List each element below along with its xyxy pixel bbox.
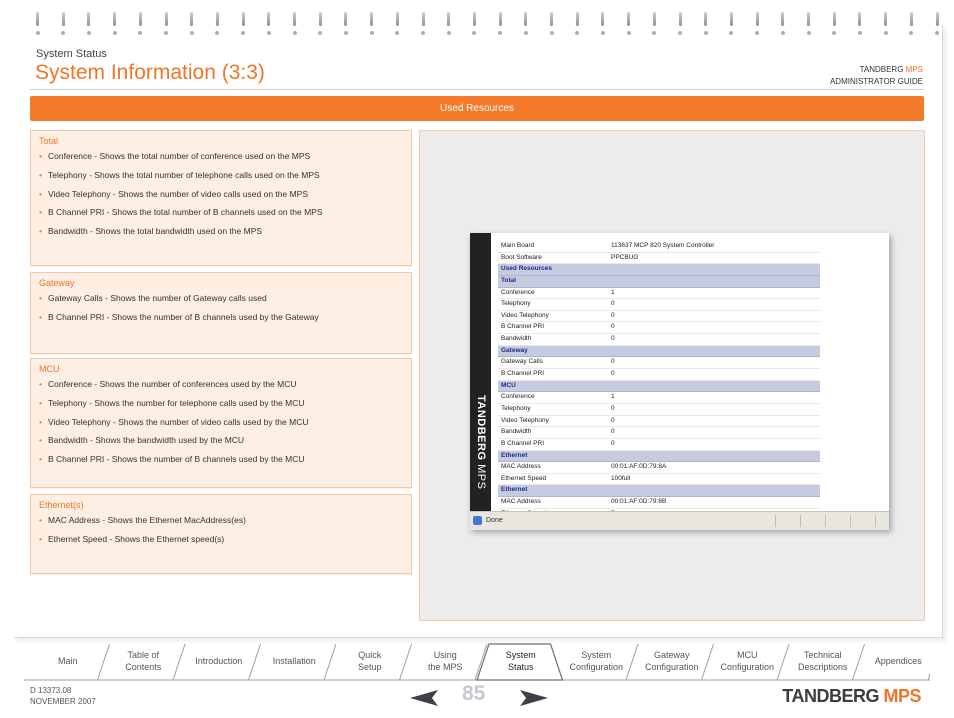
binding-ring <box>524 12 527 26</box>
list-item: • Conference - Shows the number of conferences used by the MCU <box>39 379 297 389</box>
nav-tab-divider <box>928 644 930 680</box>
page-number: 85 <box>462 682 486 705</box>
binding-ring <box>216 12 219 26</box>
binding-ring <box>293 12 296 26</box>
info-box-list <box>39 379 405 473</box>
header-brand-name: TANDBERG <box>859 65 904 74</box>
binding-ring <box>550 12 553 26</box>
binding-ring <box>242 12 245 26</box>
row-key: Telephony <box>501 404 531 412</box>
nav-tab-divider <box>173 644 185 680</box>
binding-ring <box>576 12 579 26</box>
info-box-title: MCU <box>39 364 60 374</box>
info-box-list <box>39 293 405 331</box>
row-key: Bandwidth <box>501 428 532 436</box>
info-box-title: Total <box>39 136 59 146</box>
row-key: Conference <box>501 393 535 401</box>
screenshot-table-row <box>498 334 820 346</box>
row-value: 0 <box>611 428 615 436</box>
nav-tab-table-of-contents[interactable]: Table of Contents <box>125 650 162 672</box>
binding-ring <box>113 12 116 26</box>
info-box-mcu <box>30 358 412 488</box>
row-value: 0 <box>611 439 615 447</box>
list-item: • Video Telephony - Shows the number of video calls used by the MCU <box>39 416 309 427</box>
nav-tab-technical-descriptions[interactable]: Technical Descriptions <box>797 650 848 672</box>
row-value: 1 <box>611 393 615 401</box>
screenshot-table-header <box>498 451 820 463</box>
doc-date: NOVEMBER 2007 <box>30 697 96 706</box>
binding-ring <box>447 12 450 26</box>
binding-ring <box>473 12 476 26</box>
info-box-title: Gateway <box>39 278 75 288</box>
nav-tab-quick-setup[interactable]: Quick Setup <box>357 650 382 672</box>
screenshot-table-header <box>498 276 820 288</box>
row-value: 00:01:AF:0D:79:8B <box>611 498 667 506</box>
row-key: Total <box>501 276 517 284</box>
row-key: Bandwidth <box>501 335 532 343</box>
binding-ring <box>422 12 425 26</box>
row-key: MAC Address <box>501 463 541 471</box>
list-item: • Gateway Calls - Shows the number of Gateway calls used <box>39 293 267 303</box>
row-key: Ethernet Speed <box>501 474 547 482</box>
bullet-icon: • <box>39 151 42 161</box>
bullet-icon: • <box>39 397 42 408</box>
status-text: Done <box>486 517 503 524</box>
info-box-list <box>39 151 405 245</box>
row-key: Ethernet <box>501 451 528 459</box>
screenshot-table-header <box>498 381 820 393</box>
footer-brand-logo <box>782 686 921 707</box>
bullet-icon: • <box>39 533 42 544</box>
row-key: MCU <box>501 381 516 389</box>
list-item: • Telephony - Shows the number for telephone calls used by the MCU <box>39 397 305 408</box>
binding-ring <box>858 12 861 26</box>
binding-ring <box>87 12 90 26</box>
nav-tab-system-status[interactable]: System Status <box>505 650 536 672</box>
bullet-icon: • <box>39 188 42 199</box>
row-key: MAC Address <box>501 498 541 506</box>
nav-tab-using-the-mps[interactable]: Using the MPS <box>427 650 463 672</box>
row-value: 0 <box>611 300 615 308</box>
nav-tab-divider <box>98 644 110 680</box>
info-box-ethernet <box>30 494 412 574</box>
binding-ring <box>190 12 193 26</box>
binding-ring <box>36 12 39 26</box>
nav-tab-gateway-configuration[interactable]: Gateway Configuration <box>644 650 699 672</box>
browser-status-bar <box>470 511 889 530</box>
header-brand-product: MPS <box>905 65 923 74</box>
side-logo-product: MPS <box>475 464 487 490</box>
binding-ring <box>139 12 142 26</box>
list-item: • Conference - Shows the total number of conference used on the MPS <box>39 151 311 161</box>
list-item: • Telephony - Shows the total number of telephone calls used on the MPS <box>39 169 320 180</box>
binding-ring <box>807 12 810 26</box>
prev-page-arrow-icon[interactable] <box>410 689 438 707</box>
binding-ring <box>601 12 604 26</box>
screenshot-table-row <box>498 369 820 381</box>
row-key: Video Telephony <box>501 416 549 424</box>
binding-ring <box>344 12 347 26</box>
screenshot-table-header <box>498 264 820 276</box>
ie-page-icon <box>473 516 482 525</box>
row-key: B Channel PRI <box>501 439 544 447</box>
list-item: • Ethernet Speed - Shows the Ethernet speed(s) <box>39 533 225 544</box>
nav-tab-mcu-configuration[interactable]: MCU Configuration <box>720 650 775 672</box>
nav-tab-divider <box>249 644 261 680</box>
row-key: Used Resources <box>501 265 552 273</box>
bullet-icon: • <box>39 226 42 237</box>
row-key: Gateway Calls <box>501 358 543 366</box>
nav-tab-system-configuration[interactable]: System Configuration <box>569 650 624 672</box>
row-key: Main Board <box>501 242 535 249</box>
bottom-navigation <box>24 640 930 684</box>
binding-ring <box>833 12 836 26</box>
row-value: 00:01:AF:0D:79:8A <box>611 463 667 471</box>
nav-tab-divider <box>626 644 638 680</box>
row-value: 1 <box>611 288 615 296</box>
info-box-title: Ethernet(s) <box>39 500 84 510</box>
bullet-icon: • <box>39 207 42 218</box>
nav-tab-divider <box>400 644 412 680</box>
row-value: 100full <box>611 474 631 482</box>
screenshot-table-row <box>498 253 820 265</box>
binding-ring <box>370 12 373 26</box>
info-box-list <box>39 515 405 553</box>
row-key: Ethernet <box>501 486 528 494</box>
binding-ring <box>756 12 759 26</box>
screenshot-table-row <box>498 427 820 439</box>
nav-tab-introduction[interactable]: Introduction <box>195 656 243 666</box>
info-box-total <box>30 130 412 266</box>
row-key: Boot Software <box>501 253 542 261</box>
binding-ring <box>679 12 682 26</box>
binding-ring <box>319 12 322 26</box>
nav-tab-divider <box>702 644 714 680</box>
bullet-icon: • <box>39 311 42 322</box>
nav-tab-divider <box>324 644 336 680</box>
section-banner: Used Resources <box>30 96 924 121</box>
binding-ring <box>396 12 399 26</box>
row-key: Telephony <box>501 300 531 308</box>
nav-tab-installation[interactable]: Installation <box>272 656 316 666</box>
nav-tab-divider <box>853 644 865 680</box>
row-key: B Channel PRI <box>501 370 544 378</box>
screenshot-table-row <box>498 299 820 311</box>
footer-brand-name: TANDBERG <box>782 686 879 706</box>
screenshot-table-row <box>498 357 820 369</box>
footer-doc-info <box>30 685 96 707</box>
bullet-icon: • <box>39 435 42 446</box>
screenshot-table-row <box>498 241 820 253</box>
bullet-icon: • <box>39 454 42 465</box>
row-key: Video Telephony <box>501 311 549 319</box>
list-item: • B Channel PRI - Shows the total number of B channels used on the MPS <box>39 207 323 218</box>
screenshot-table-row <box>498 392 820 404</box>
screenshot-table <box>498 241 820 520</box>
binding-ring <box>704 12 707 26</box>
binding-ring <box>62 12 65 26</box>
screenshot-table-row <box>498 439 820 451</box>
binding-ring <box>884 12 887 26</box>
nav-tab-main[interactable]: Main <box>57 656 78 666</box>
bullet-icon: • <box>39 169 42 180</box>
row-value: 0 <box>611 323 615 331</box>
screenshot-table-row <box>498 462 820 474</box>
binding-ring <box>627 12 630 26</box>
binding-ring <box>267 12 270 26</box>
screenshot-table-row <box>498 404 820 416</box>
page-title: System Information (3:3) <box>35 61 265 84</box>
bullet-icon: • <box>39 416 42 427</box>
screenshot-side-logo <box>470 233 491 511</box>
row-value: PPCBUG <box>611 253 639 261</box>
section-label: System Status <box>36 48 107 60</box>
screenshot-table-row <box>498 474 820 486</box>
screenshot-table-row <box>498 322 820 334</box>
screenshot-table-row <box>498 311 820 323</box>
row-value: 0 <box>611 404 615 412</box>
binding-ring <box>165 12 168 26</box>
row-value: 0 <box>611 335 615 343</box>
screenshot-table-header <box>498 346 820 358</box>
list-item: • Video Telephony - Shows the number of video calls used on the MPS <box>39 188 309 199</box>
binding-ring <box>910 12 913 26</box>
binding-ring <box>499 12 502 26</box>
screenshot-table-row <box>498 288 820 300</box>
binding-ring <box>730 12 733 26</box>
list-item: • Bandwidth - Shows the bandwidth used by the MCU <box>39 435 245 446</box>
header-brand <box>830 64 923 88</box>
row-value: 0 <box>611 370 615 378</box>
binding-ring <box>781 12 784 26</box>
binding-ring <box>936 12 939 26</box>
row-value: 0 <box>611 311 615 319</box>
screenshot-table-row <box>498 497 820 509</box>
screenshot-table-row <box>498 416 820 428</box>
bullet-icon: • <box>39 293 42 303</box>
list-item: • Bandwidth - Shows the total bandwidth used on the MPS <box>39 226 263 237</box>
header-divider <box>30 89 924 90</box>
doc-id: D 13373.08 <box>30 686 72 695</box>
embedded-screenshot <box>470 233 889 529</box>
binding-ring <box>653 12 656 26</box>
next-page-arrow-icon[interactable] <box>520 689 548 707</box>
side-logo-brand: TANDBERG <box>475 395 487 461</box>
header-guide-label: ADMINISTRATOR GUIDE <box>829 77 923 86</box>
row-value: 0 <box>611 416 615 424</box>
row-key: Gateway <box>501 346 528 354</box>
bullet-icon: • <box>39 515 42 525</box>
row-key: B Channel PRI <box>501 323 544 331</box>
row-value: 113637 MCP 820 System Controller <box>611 242 715 249</box>
list-item: • B Channel PRI - Shows the number of B channels used by the MCU <box>39 454 305 465</box>
screenshot-table-header <box>498 485 820 497</box>
footer-brand-product: MPS <box>883 686 921 706</box>
nav-tab-divider <box>777 644 789 680</box>
bullet-icon: • <box>39 379 42 389</box>
list-item: • MAC Address - Shows the Ethernet MacAddress(es) <box>39 515 246 525</box>
row-key: Conference <box>501 288 535 296</box>
row-value: 0 <box>611 358 615 366</box>
nav-tab-appendices[interactable]: Appendices <box>874 656 922 666</box>
info-box-gateway <box>30 272 412 354</box>
list-item: • B Channel PRI - Shows the number of B channels used by the Gateway <box>39 311 319 322</box>
